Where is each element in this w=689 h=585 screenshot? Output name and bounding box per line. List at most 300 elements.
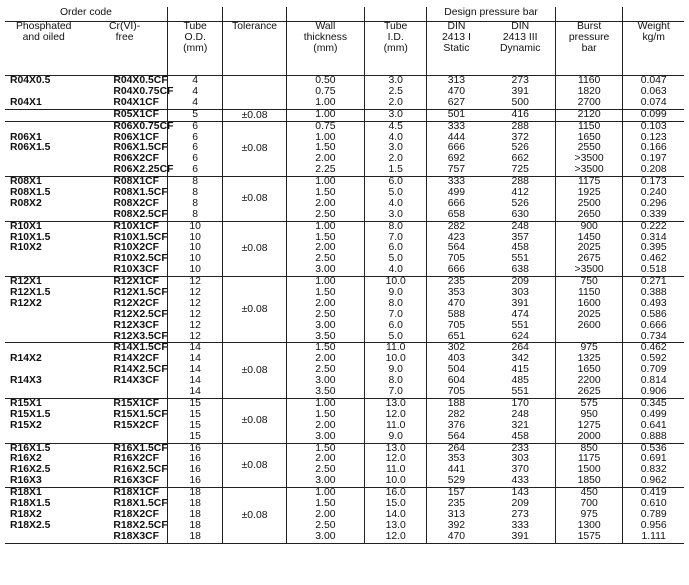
tube-od: 12 (189, 319, 201, 331)
phosphated-code: R16X1.5 (10, 442, 51, 454)
din-dynamic: 526 (511, 142, 529, 154)
crfree-code-cell (82, 443, 167, 488)
crfree-code-cell (82, 398, 167, 443)
tube-od: 18 (189, 487, 201, 499)
tube-id: 13.0 (385, 519, 406, 531)
tube-od: 10 (189, 220, 201, 232)
wall-thickness: 3.00 (315, 530, 336, 542)
phosphated-code: R14X3 (10, 375, 42, 387)
wall-thickness: 0.75 (315, 120, 336, 132)
table-row (5, 109, 684, 121)
burst-pressure: 1175 (577, 176, 601, 188)
wall-thickness: 3.00 (315, 264, 336, 276)
wall-thickness: 1.50 (315, 442, 336, 454)
din-static: 353 (447, 287, 466, 299)
din-dynamic: 357 (511, 231, 529, 243)
tube-od: 18 (189, 530, 201, 542)
din-static-cell (427, 177, 486, 222)
table-row (5, 177, 684, 222)
row-group (5, 76, 684, 110)
weight-cell (623, 398, 684, 443)
crfree-code: R04X0.75CF (113, 85, 174, 97)
weight: 0.099 (640, 108, 667, 120)
tube-id: 11.0 (385, 419, 406, 431)
weight: 0.271 (640, 276, 667, 288)
din-static: 264 (447, 442, 466, 454)
tube-id: 1.5 (388, 164, 403, 176)
phosphated-code: R18X1 (10, 487, 42, 499)
din-dynamic-cell (486, 221, 556, 276)
wall-thickness-cell (286, 121, 364, 176)
tube-od: 4 (192, 75, 199, 86)
din-dynamic: 264 (511, 342, 529, 354)
weight: 1.111 (641, 530, 666, 542)
burst-pressure-cell (555, 343, 623, 398)
burst-pressure: >3500 (574, 264, 604, 276)
crfree-code: R04X0.5CF (113, 75, 168, 86)
din-dynamic: 500 (511, 96, 529, 108)
tube-id: 2.0 (388, 96, 403, 108)
din-static: 627 (447, 96, 466, 108)
wall-thickness: 2.25 (315, 164, 336, 176)
crfree-code: R08X2CF (113, 197, 159, 209)
crfree-code: R18X2.5CF (113, 519, 168, 531)
weight: 0.709 (640, 364, 667, 376)
crfree-code-cell (82, 221, 167, 276)
crfree-code: R10X1.5CF (113, 231, 168, 243)
tube-od-cell (167, 177, 223, 222)
din-dynamic: 412 (511, 187, 529, 199)
din-dynamic-header: DIN 2413 III Dynamic (486, 22, 556, 76)
phosphated-code-cell (5, 398, 82, 443)
crfree-code: R15X1.5CF (113, 408, 168, 420)
weight-cell (623, 177, 684, 222)
tube-id: 2.0 (388, 153, 403, 165)
weight: 0.173 (640, 176, 667, 188)
row-group (5, 121, 684, 176)
phosphated-code (10, 432, 82, 443)
phosphated-code: R16X3 (10, 475, 42, 487)
tube-od: 15 (189, 397, 201, 409)
tube-od: 15 (189, 408, 201, 420)
crfree-code: R14X1.5CF (113, 342, 168, 354)
wall-thickness-cell (286, 343, 364, 398)
wall-thickness: 0.75 (315, 85, 336, 97)
tube-od-cell (167, 221, 223, 276)
burst-pressure: 850 (580, 442, 598, 454)
crfree-code: R12X3CF (113, 319, 159, 331)
din-static: 376 (447, 419, 466, 431)
weight: 0.339 (640, 208, 667, 220)
phosphated-code: R10X2 (10, 242, 42, 254)
burst-pressure: 2500 (577, 197, 601, 209)
weight: 0.962 (640, 475, 667, 487)
tube-od: 14 (189, 375, 201, 387)
tube-od-cell (167, 76, 223, 110)
tube-od: 16 (189, 475, 201, 487)
wall-thickness: 2.00 (315, 353, 336, 365)
phosphated-code (10, 387, 82, 398)
tube-id: 11.0 (385, 464, 406, 476)
burst-pressure: >3500 (574, 164, 604, 176)
wall-thickness: 3.00 (315, 475, 336, 487)
tube-od: 6 (192, 153, 199, 165)
crfree-code: R12X3.5CF (113, 330, 168, 342)
din-dynamic: 370 (511, 464, 529, 476)
tube-od: 14 (189, 386, 201, 398)
tube-id: 5.0 (388, 187, 403, 199)
tube-od-cell (167, 398, 223, 443)
din-static: 235 (447, 276, 466, 288)
weight-cell (623, 121, 684, 176)
tube-od-cell (167, 277, 223, 343)
burst-pressure: 975 (580, 342, 598, 354)
weight-cell (623, 109, 684, 121)
tolerance-cell: ±0.08 (223, 277, 286, 343)
tube-od: 12 (189, 297, 201, 309)
burst-pressure: 2200 (577, 375, 601, 387)
din-static: 666 (447, 197, 466, 209)
tube-od: 16 (189, 442, 201, 454)
tube-id: 3.0 (388, 108, 403, 120)
phosphated-code: R12X2 (10, 297, 42, 309)
row-group (5, 177, 684, 222)
phosphated-code: R04X1 (10, 96, 42, 108)
din-static: 441 (447, 464, 466, 476)
phosphated-code-cell (5, 109, 82, 121)
din-static: 666 (447, 264, 466, 276)
burst-pressure-cell (555, 398, 623, 443)
tube-id-cell (365, 177, 427, 222)
tube-od: 8 (192, 208, 199, 220)
tube-id: 6.0 (388, 242, 403, 254)
din-dynamic: 209 (511, 497, 529, 509)
crfree-code: R06X2CF (113, 153, 159, 165)
crfree-code: R12X2CF (113, 297, 159, 309)
phosphated-code (10, 532, 82, 543)
phosphated-code: R12X1.5 (10, 287, 51, 299)
crfree-code: R15X1CF (113, 397, 159, 409)
phosphated-code: R06X1 (10, 131, 42, 143)
tube-od: 18 (189, 497, 201, 509)
din-static: 353 (447, 453, 466, 465)
weight-cell (623, 443, 684, 488)
tube-id: 8.0 (388, 220, 403, 232)
phosphated-code (10, 122, 82, 133)
wall-thickness: 2.00 (315, 197, 336, 209)
weight: 0.388 (640, 287, 667, 299)
din-dynamic-cell (486, 109, 556, 121)
burst-pressure: 2650 (577, 208, 601, 220)
tube-id: 4.5 (388, 120, 403, 132)
din-static: 403 (447, 353, 466, 365)
wall-thickness: 3.50 (315, 330, 336, 342)
table-row (5, 398, 684, 443)
din-dynamic: 638 (511, 264, 529, 276)
crfree-code: R10X1CF (113, 220, 159, 232)
tube-id: 7.0 (388, 231, 403, 243)
tube-od: 6 (192, 131, 199, 143)
weight: 0.734 (640, 330, 667, 342)
tube-od: 18 (189, 519, 201, 531)
tube-od: 6 (192, 164, 199, 176)
din-static: 444 (447, 131, 466, 143)
burst-pressure: 975 (580, 508, 598, 520)
weight: 0.462 (640, 342, 667, 354)
din-static: 564 (447, 430, 466, 442)
din-static-header: DIN 2413 I Static (427, 22, 486, 76)
burst-pressure: 1150 (577, 287, 601, 299)
din-dynamic: 248 (511, 220, 529, 232)
burst-pressure: 2120 (577, 108, 601, 120)
crfree-code-cell (82, 277, 167, 343)
weight: 0.691 (640, 453, 667, 465)
burst-pressure: 1575 (577, 530, 601, 542)
din-static: 604 (447, 375, 466, 387)
weight: 0.610 (640, 497, 667, 509)
tube-od: 14 (189, 364, 201, 376)
din-dynamic-cell (486, 488, 556, 543)
tube-id: 5.0 (388, 253, 403, 265)
crfree-code: R06X0.75CF (113, 120, 174, 132)
tube-od: 8 (192, 187, 199, 199)
burst-pressure: 1450 (577, 231, 601, 243)
din-dynamic: 391 (511, 297, 529, 309)
tolerance-cell: ±0.08 (223, 177, 286, 222)
weight: 0.166 (640, 142, 667, 154)
row-group (5, 343, 684, 398)
row-group (5, 221, 684, 276)
wall-thickness-cell (286, 221, 364, 276)
burst-pressure: 950 (580, 408, 598, 420)
burst-pressure: 575 (580, 397, 598, 409)
din-dynamic: 288 (511, 120, 529, 132)
din-dynamic: 233 (511, 442, 529, 454)
crfree-header: Cr(VI)- free (82, 22, 167, 76)
table-row (5, 221, 684, 276)
wall-thickness: 1.00 (315, 96, 336, 108)
din-static: 588 (447, 308, 466, 320)
tube-id: 13.0 (385, 397, 406, 409)
din-static: 333 (447, 120, 466, 132)
tolerance-cell: ±0.08 (223, 488, 286, 543)
tube-id: 9.0 (388, 287, 403, 299)
wall-thickness: 2.00 (315, 153, 336, 165)
burst-pressure: 1650 (577, 364, 601, 376)
phosphated-code: R08X1.5 (10, 187, 51, 199)
crfree-code: R06X1CF (113, 131, 159, 143)
din-dynamic: 342 (511, 353, 529, 365)
weight-cell (623, 76, 684, 110)
burst-pressure-cell (555, 109, 623, 121)
wall-thickness: 1.00 (315, 220, 336, 232)
weight: 0.493 (640, 297, 667, 309)
din-static: 504 (447, 364, 466, 376)
tube-od: 8 (192, 176, 199, 188)
crfree-code: R14X2.5CF (113, 364, 168, 376)
phosphated-code-cell (5, 121, 82, 176)
wall-thickness: 3.50 (315, 386, 336, 398)
crfree-code: R15X2CF (113, 419, 159, 431)
tube-od: 6 (192, 142, 199, 154)
din-static: 392 (447, 519, 466, 531)
tube-id-cell (365, 76, 427, 110)
tube-od: 12 (189, 276, 201, 288)
crfree-code-cell (82, 109, 167, 121)
din-static: 470 (447, 530, 466, 542)
wall-thickness: 0.50 (315, 75, 336, 86)
wall-thickness-cell (286, 277, 364, 343)
weight: 0.222 (640, 220, 667, 232)
table-row (5, 76, 684, 110)
din-dynamic: 416 (511, 108, 529, 120)
order-code-header: Order code (5, 7, 167, 22)
tube-id: 3.0 (388, 75, 403, 86)
tube-id: 6.0 (388, 176, 403, 188)
tube-id: 10.0 (385, 276, 406, 288)
phosphated-code: R18X2.5 (10, 519, 51, 531)
tube-id: 6.0 (388, 319, 403, 331)
tube-id-cell (365, 488, 427, 543)
weight: 0.395 (640, 242, 667, 254)
tube-spec-table (5, 7, 684, 544)
tolerance-cell: ±0.08 (223, 398, 286, 443)
wall-thickness-cell (286, 398, 364, 443)
din-dynamic-cell (486, 343, 556, 398)
burst-pressure (556, 332, 623, 343)
weight: 0.888 (640, 430, 667, 442)
tube-id-cell (365, 398, 427, 443)
din-dynamic: 551 (511, 319, 529, 331)
tube-id: 12.0 (385, 453, 406, 465)
tube-od-cell (167, 109, 223, 121)
din-static: 302 (447, 342, 466, 354)
tube-id: 7.0 (388, 308, 403, 320)
weight: 0.208 (640, 164, 667, 176)
wall-thickness: 2.00 (315, 297, 336, 309)
wall-thickness: 1.00 (315, 487, 336, 499)
weight-cell (623, 221, 684, 276)
tube-id: 9.0 (388, 430, 403, 442)
wall-thickness: 2.00 (315, 242, 336, 254)
phosphated-code-cell (5, 221, 82, 276)
tube-od: 15 (189, 430, 201, 442)
wall-thickness: 2.00 (315, 508, 336, 520)
tube-id-cell (365, 277, 427, 343)
din-static: 333 (447, 176, 466, 188)
phosphated-code: R18X2 (10, 508, 42, 520)
crfree-code: R18X1.5CF (113, 497, 168, 509)
din-static-cell (427, 109, 486, 121)
phosphated-code: R08X1 (10, 176, 42, 188)
weight: 0.345 (640, 397, 667, 409)
tolerance-header: Tolerance (223, 22, 286, 76)
din-static: 423 (447, 231, 466, 243)
tube-od-cell (167, 121, 223, 176)
tube-id: 8.0 (388, 375, 403, 387)
din-static-cell (427, 121, 486, 176)
din-dynamic-cell (486, 277, 556, 343)
crfree-code: R08X1.5CF (113, 187, 168, 199)
burst-pressure: 2675 (577, 253, 601, 265)
phosphated-code-cell (5, 76, 82, 110)
din-static: 282 (447, 220, 466, 232)
crfree-code (113, 432, 167, 443)
burst-pressure: 1925 (577, 187, 601, 199)
burst-pressure-cell (555, 443, 623, 488)
wall-thickness: 1.50 (315, 187, 336, 199)
weight: 0.047 (640, 75, 667, 86)
din-static-cell (427, 398, 486, 443)
din-dynamic-cell (486, 398, 556, 443)
tube-id: 14.0 (385, 508, 406, 520)
tube-id: 4.0 (388, 197, 403, 209)
crfree-code: R18X1CF (113, 487, 159, 499)
phosphated-code (10, 310, 82, 321)
tube-od: 6 (192, 120, 199, 132)
din-static: 705 (447, 386, 466, 398)
phosphated-code (10, 154, 82, 165)
tube-od: 14 (189, 342, 201, 354)
burst-pressure: 1500 (577, 464, 601, 476)
burst-pressure: 2000 (577, 430, 601, 442)
din-static: 235 (447, 497, 466, 509)
phosphated-code-cell (5, 277, 82, 343)
din-static: 157 (447, 487, 466, 499)
tube-od: 16 (189, 453, 201, 465)
crfree-code: R10X3CF (113, 264, 159, 276)
wall-thickness: 2.50 (315, 464, 336, 476)
burst-pressure-cell (555, 121, 623, 176)
din-dynamic: 273 (511, 75, 529, 86)
din-dynamic: 415 (511, 364, 529, 376)
wall-thickness: 2.50 (315, 308, 336, 320)
crfree-code: R12X1.5CF (113, 287, 168, 299)
wall-thickness-cell (286, 443, 364, 488)
din-static: 705 (447, 253, 466, 265)
wall-thickness-header: Wall thickness (mm) (286, 22, 364, 76)
din-dynamic: 288 (511, 176, 529, 188)
weight: 0.832 (640, 464, 667, 476)
tolerance-cell: ±0.08 (223, 221, 286, 276)
tube-od: 15 (189, 419, 201, 431)
wall-thickness: 2.50 (315, 253, 336, 265)
tube-id: 10.0 (385, 475, 406, 487)
din-dynamic: 209 (511, 276, 529, 288)
phosphated-code: R08X2 (10, 197, 42, 209)
din-dynamic: 170 (511, 397, 529, 409)
tube-id: 13.0 (385, 442, 406, 454)
phosphated-code: R06X1.5 (10, 142, 51, 154)
weight: 0.814 (640, 375, 667, 387)
din-static-cell (427, 277, 486, 343)
tolerance-cell (223, 76, 286, 110)
phosphated-code: R15X1.5 (10, 408, 51, 420)
wall-thickness-cell (286, 488, 364, 543)
din-static: 188 (447, 397, 466, 409)
din-static: 529 (447, 475, 466, 487)
wall-thickness: 1.50 (315, 342, 336, 354)
table-row (5, 343, 684, 398)
burst-pressure: >3500 (574, 153, 604, 165)
design-pressure-header: Design pressure bar (427, 7, 556, 22)
tube-od-cell (167, 443, 223, 488)
crfree-code: R16X2.5CF (113, 464, 168, 476)
phosphated-code: R18X1.5 (10, 497, 51, 509)
tube-od: 12 (189, 287, 201, 299)
din-dynamic-cell (486, 177, 556, 222)
weight: 0.197 (640, 153, 667, 165)
